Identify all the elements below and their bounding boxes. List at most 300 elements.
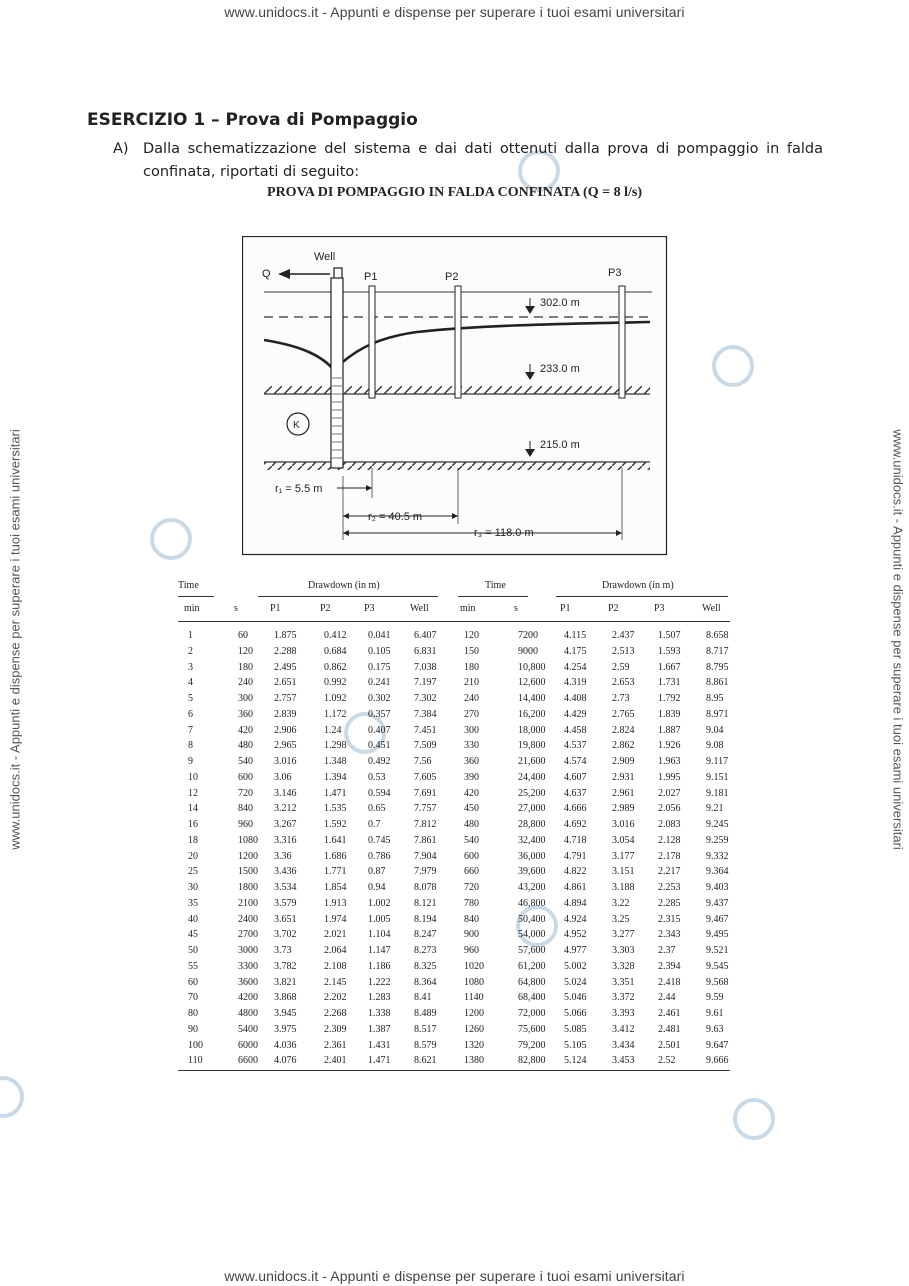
table-cell-p2: 3.351 (612, 976, 635, 988)
table-cell-p1: 3.945 (274, 1008, 297, 1019)
table-cell-min: 450 (464, 803, 479, 815)
table-cell-p3: 0.53 (368, 771, 386, 783)
watermark-logo-icon (516, 905, 558, 947)
table-cell-well: 8.489 (414, 1008, 437, 1019)
table-cell-well: 9.151 (706, 771, 729, 783)
table-cell-p2: 3.328 (612, 960, 635, 972)
table-cell-s: 120 (238, 645, 253, 657)
table-cell-s: 75,600 (518, 1023, 546, 1035)
table-cell-well: 9.666 (706, 1055, 729, 1067)
table-cell-p3: 1.963 (658, 756, 681, 767)
table-cell-s: 3300 (238, 960, 258, 972)
table-cell-min: 330 (464, 740, 479, 752)
table-cell-min: 1 (188, 630, 193, 641)
table-cell-p1: 4.718 (564, 834, 587, 846)
table-cell-p2: 3.412 (612, 1023, 635, 1035)
table-cell-well: 8.658 (706, 630, 729, 641)
table-cell-p2: 1.854 (324, 882, 347, 893)
table-cell-p1: 3.868 (274, 992, 297, 1004)
table-cell-p1: 5.085 (564, 1023, 587, 1035)
table-cell-min: 20 (188, 850, 198, 862)
table-cell-p1: 3.212 (274, 803, 297, 815)
table-cell-s: 4800 (238, 1008, 258, 1019)
table-cell-p2: 3.22 (612, 897, 630, 909)
table-cell-min: 4 (188, 677, 193, 689)
table-cell-well: 9.63 (706, 1023, 724, 1035)
table-cell-p1: 4.458 (564, 724, 587, 736)
table-cell-p2: 2.309 (324, 1023, 347, 1035)
table-cell-min: 110 (188, 1055, 203, 1067)
table-cell-s: 60 (238, 630, 248, 641)
table-cell-well: 9.259 (706, 834, 729, 846)
table-cell-s: 21,600 (518, 756, 546, 767)
table-cell-p3: 0.041 (368, 630, 391, 641)
table-cell-min: 40 (188, 913, 198, 925)
table-cell-well: 8.717 (706, 645, 729, 657)
table-cell-p3: 1.147 (368, 945, 391, 956)
table-cell-s: 36,000 (518, 850, 546, 862)
table-bottom-rule (178, 1070, 730, 1071)
table-cell-s: 6600 (238, 1055, 258, 1067)
table-cell-p3: 1.387 (368, 1023, 391, 1035)
table-cell-p2: 3.177 (612, 850, 635, 862)
table-cell-p2: 3.25 (612, 913, 630, 925)
table-cell-s: 18,000 (518, 724, 546, 736)
table-cell-well: 8.517 (414, 1023, 437, 1035)
table-cell-p1: 4.894 (564, 897, 587, 909)
table-cell-well: 8.795 (706, 661, 729, 673)
table-cell-min: 180 (464, 661, 479, 673)
table-cell-min: 1320 (464, 1039, 484, 1051)
table-cell-s: 3000 (238, 945, 258, 956)
table-cell-p1: 4.952 (564, 929, 587, 941)
table-cell-s: 68,400 (518, 992, 546, 1004)
table-cell-min: 90 (188, 1023, 198, 1035)
table-cell-p3: 2.027 (658, 787, 681, 799)
table-cell-well: 8.325 (414, 960, 437, 972)
watermark-logo-icon (733, 1098, 775, 1140)
table-cell-p3: 1.887 (658, 724, 681, 736)
table-cell-s: 2400 (238, 913, 258, 925)
table-cell-p1: 3.146 (274, 787, 297, 799)
table-cell-well: 9.245 (706, 819, 729, 830)
column-header-p3: P3 (364, 603, 375, 614)
table-cell-min: 18 (188, 834, 198, 846)
table-cell-s: 1200 (238, 850, 258, 862)
table-cell-s: 10,800 (518, 661, 546, 673)
r2-label: r₂ = 40.5 m (368, 511, 423, 523)
column-header-p2: P2 (608, 603, 619, 614)
table-cell-s: 39,600 (518, 866, 546, 878)
table-cell-p1: 5.024 (564, 976, 587, 988)
table-cell-min: 80 (188, 1008, 198, 1019)
table-cell-p1: 3.579 (274, 897, 297, 909)
table-cell-s: 4200 (238, 992, 258, 1004)
table-cell-min: 25 (188, 866, 198, 878)
table-cell-well: 9.08 (706, 740, 724, 752)
left-watermark: www.unidocs.it - Appunti e dispense per superare i tuoi esami universitari (7, 429, 23, 850)
table-cell-p3: 2.37 (658, 945, 676, 956)
table-cell-well: 9.568 (706, 976, 729, 988)
table-cell-p1: 2.651 (274, 677, 297, 689)
table-cell-well: 9.495 (706, 929, 729, 941)
top-watermark: www.unidocs.it - Appunti e dispense per superare i tuoi esami universitari (224, 4, 685, 20)
table-cell-min: 70 (188, 992, 198, 1004)
table-cell-min: 100 (188, 1039, 203, 1051)
watermark-logo-icon (712, 345, 754, 387)
aquifer-diagram (242, 236, 668, 556)
table-cell-s: 46,800 (518, 897, 546, 909)
table-cell-s: 27,000 (518, 803, 546, 815)
table-cell-min: 240 (464, 693, 479, 704)
table-cell-min: 3 (188, 661, 193, 673)
table-cell-p1: 2.495 (274, 661, 297, 673)
table-cell-p2: 2.765 (612, 708, 635, 720)
table-cell-p1: 2.757 (274, 693, 297, 704)
table-cell-p2: 2.653 (612, 677, 635, 689)
table-cell-min: 1140 (464, 992, 484, 1004)
table-cell-p1: 2.906 (274, 724, 297, 736)
table-cell-p2: 1.298 (324, 740, 347, 752)
elevation-302: 302.0 m (540, 297, 580, 309)
time-header-right: Time (485, 580, 506, 591)
table-cell-p2: 3.151 (612, 866, 635, 878)
table-cell-p2: 2.108 (324, 960, 347, 972)
drawdown-header-left: Drawdown (in m) (308, 580, 380, 591)
table-cell-s: 32,400 (518, 834, 546, 846)
table-cell-s: 43,200 (518, 882, 546, 893)
table-cell-min: 16 (188, 819, 198, 830)
table-cell-s: 12,600 (518, 677, 546, 689)
watermark-logo-icon (0, 1076, 24, 1118)
table-cell-p3: 0.786 (368, 850, 391, 862)
table-cell-p1: 3.436 (274, 866, 297, 878)
table-cell-s: 28,800 (518, 819, 546, 830)
table-cell-p1: 4.637 (564, 787, 587, 799)
table-cell-s: 14,400 (518, 693, 546, 704)
table-cell-p2: 2.145 (324, 976, 347, 988)
table-cell-min: 12 (188, 787, 198, 799)
table-cell-p1: 4.666 (564, 803, 587, 815)
table-cell-p3: 0.87 (368, 866, 386, 878)
table-cell-well: 7.197 (414, 677, 437, 689)
table-cell-well: 8.194 (414, 913, 437, 925)
drawdown-header-right: Drawdown (in m) (602, 580, 674, 591)
table-cell-s: 24,400 (518, 771, 546, 783)
table-cell-p1: 2.288 (274, 645, 297, 657)
table-cell-min: 1260 (464, 1023, 484, 1035)
table-cell-p1: 5.046 (564, 992, 587, 1004)
table-cell-p1: 4.036 (274, 1039, 297, 1051)
table-cell-well: 7.56 (414, 756, 432, 767)
table-cell-min: 1020 (464, 960, 484, 972)
table-cell-min: 270 (464, 708, 479, 720)
table-cell-p3: 1.338 (368, 1008, 391, 1019)
table-cell-p1: 5.124 (564, 1055, 587, 1067)
table-cell-min: 960 (464, 945, 479, 956)
table-cell-p1: 3.821 (274, 976, 297, 988)
table-cell-p1: 4.537 (564, 740, 587, 752)
table-cell-min: 420 (464, 787, 479, 799)
column-header-min: min (184, 603, 200, 614)
table-cell-p3: 1.471 (368, 1055, 391, 1067)
table-top-rule (258, 596, 438, 597)
table-cell-min: 840 (464, 913, 479, 925)
table-cell-p2: 3.372 (612, 992, 635, 1004)
right-watermark: www.unidocs.it - Appunti e dispense per superare i tuoi esami universitari (890, 429, 906, 850)
table-top-rule (458, 596, 528, 597)
table-cell-p2: 1.24 (324, 724, 342, 736)
exercise-title: ESERCIZIO 1 – Prova di Pompaggio (87, 110, 418, 130)
table-cell-p1: 4.429 (564, 708, 587, 720)
table-cell-p3: 0.407 (368, 724, 391, 736)
table-cell-p2: 2.73 (612, 693, 630, 704)
table-cell-well: 8.621 (414, 1055, 437, 1067)
table-cell-s: 420 (238, 724, 253, 736)
table-cell-s: 360 (238, 708, 253, 720)
table-cell-p1: 4.574 (564, 756, 587, 767)
table-cell-well: 6.831 (414, 645, 437, 657)
table-cell-p3: 1.431 (368, 1039, 391, 1051)
table-cell-well: 9.04 (706, 724, 724, 736)
table-cell-p2: 3.054 (612, 834, 635, 846)
table-cell-p3: 1.593 (658, 645, 681, 657)
table-cell-p1: 4.254 (564, 661, 587, 673)
table-cell-p1: 4.977 (564, 945, 587, 956)
table-header-rule (178, 621, 730, 622)
table-cell-p3: 1.104 (368, 929, 391, 941)
table-cell-min: 10 (188, 771, 198, 783)
table-cell-s: 600 (238, 771, 253, 783)
table-cell-s: 19,800 (518, 740, 546, 752)
table-cell-p1: 4.319 (564, 677, 587, 689)
table-cell-min: 1200 (464, 1008, 484, 1019)
table-cell-p3: 2.418 (658, 976, 681, 988)
table-cell-min: 900 (464, 929, 479, 941)
table-cell-p3: 0.492 (368, 756, 391, 767)
r1-label: r₁ = 5.5 m (275, 483, 323, 495)
column-header-p3: P3 (654, 603, 665, 614)
table-cell-p1: 4.076 (274, 1055, 297, 1067)
table-cell-p2: 2.989 (612, 803, 635, 815)
table-cell-p2: 2.909 (612, 756, 635, 767)
table-cell-p2: 2.361 (324, 1039, 347, 1051)
table-cell-well: 7.904 (414, 850, 437, 862)
table-cell-p2: 1.974 (324, 913, 347, 925)
table-cell-well: 7.979 (414, 866, 437, 878)
table-cell-p3: 1.222 (368, 976, 391, 988)
table-cell-s: 300 (238, 693, 253, 704)
table-cell-min: 30 (188, 882, 198, 893)
watermark-logo-icon (150, 518, 192, 560)
table-cell-well: 7.861 (414, 834, 437, 846)
table-cell-s: 79,200 (518, 1039, 546, 1051)
table-cell-s: 960 (238, 819, 253, 830)
table-cell-p1: 2.839 (274, 708, 297, 720)
table-cell-s: 180 (238, 661, 253, 673)
table-cell-well: 7.605 (414, 771, 437, 783)
table-cell-s: 2700 (238, 929, 258, 941)
column-header-p1: P1 (270, 603, 281, 614)
table-cell-p3: 1.186 (368, 960, 391, 972)
table-cell-p3: 1.926 (658, 740, 681, 752)
table-cell-well: 7.451 (414, 724, 437, 736)
table-cell-min: 45 (188, 929, 198, 941)
table-cell-s: 3600 (238, 976, 258, 988)
table-cell-p3: 2.178 (658, 850, 681, 862)
table-cell-min: 50 (188, 945, 198, 956)
table-cell-p3: 2.343 (658, 929, 681, 941)
r3-label: r₃ = 118.0 m (474, 527, 534, 539)
table-cell-p3: 1.731 (658, 677, 681, 689)
table-cell-s: 61,200 (518, 960, 546, 972)
table-cell-well: 9.117 (706, 756, 729, 767)
table-cell-well: 7.302 (414, 693, 437, 704)
table-cell-well: 6.407 (414, 630, 437, 641)
table-cell-s: 240 (238, 677, 253, 689)
table-cell-min: 7 (188, 724, 193, 736)
table-cell-s: 1080 (238, 834, 258, 846)
table-cell-p3: 0.105 (368, 645, 391, 657)
table-cell-well: 9.332 (706, 850, 729, 862)
table-cell-p3: 1.507 (658, 630, 681, 641)
table-cell-p1: 3.73 (274, 945, 292, 956)
table-cell-p3: 2.461 (658, 1008, 681, 1019)
table-cell-s: 1800 (238, 882, 258, 893)
table-cell-well: 8.971 (706, 708, 729, 720)
table-cell-well: 7.757 (414, 803, 437, 815)
p3-label: P3 (608, 267, 622, 279)
table-cell-s: 7200 (518, 630, 538, 641)
table-cell-min: 6 (188, 708, 193, 720)
p1-label: P1 (364, 271, 378, 283)
item-label: A) (113, 141, 129, 157)
table-cell-min: 210 (464, 677, 479, 689)
table-cell-p1: 4.408 (564, 693, 587, 704)
table-cell-p3: 2.285 (658, 897, 681, 909)
table-cell-p1: 3.267 (274, 819, 297, 830)
table-cell-p3: 0.594 (368, 787, 391, 799)
table-cell-p3: 0.745 (368, 834, 391, 846)
table-cell-p3: 2.44 (658, 992, 676, 1004)
table-cell-min: 1080 (464, 976, 484, 988)
table-cell-well: 9.59 (706, 992, 724, 1004)
well-label: Well (314, 251, 336, 263)
table-cell-p2: 1.913 (324, 897, 347, 909)
table-cell-well: 9.61 (706, 1008, 724, 1019)
table-cell-s: 57,600 (518, 945, 546, 956)
table-cell-min: 5 (188, 693, 193, 704)
elevation-233: 233.0 m (540, 363, 580, 375)
table-cell-s: 6000 (238, 1039, 258, 1051)
table-cell-p3: 2.083 (658, 819, 681, 830)
table-cell-well: 8.078 (414, 882, 437, 893)
table-cell-p3: 2.253 (658, 882, 681, 893)
table-cell-min: 360 (464, 756, 479, 767)
table-cell-p3: 2.481 (658, 1023, 681, 1035)
table-cell-p3: 1.792 (658, 693, 681, 704)
table-cell-p2: 2.202 (324, 992, 347, 1004)
table-cell-well: 7.384 (414, 708, 437, 720)
table-cell-p3: 1.667 (658, 661, 681, 673)
table-cell-p1: 3.782 (274, 960, 297, 972)
table-cell-s: 72,000 (518, 1008, 546, 1019)
table-cell-s: 540 (238, 756, 253, 767)
table-cell-p2: 2.021 (324, 929, 347, 941)
table-cell-p3: 0.94 (368, 882, 386, 893)
table-cell-s: 5400 (238, 1023, 258, 1035)
table-cell-min: 1380 (464, 1055, 484, 1067)
table-cell-s: 2100 (238, 897, 258, 909)
table-cell-p1: 3.534 (274, 882, 297, 893)
table-cell-well: 8.121 (414, 897, 437, 909)
table-cell-p3: 0.302 (368, 693, 391, 704)
table-cell-well: 7.038 (414, 661, 437, 673)
table-cell-well: 8.364 (414, 976, 437, 988)
table-cell-min: 540 (464, 834, 479, 846)
table-cell-p3: 0.357 (368, 708, 391, 720)
table-cell-min: 300 (464, 724, 479, 736)
table-cell-p1: 4.791 (564, 850, 587, 862)
table-cell-p1: 4.175 (564, 645, 587, 657)
table-cell-p1: 1.875 (274, 630, 297, 641)
table-cell-s: 840 (238, 803, 253, 815)
table-cell-p1: 4.861 (564, 882, 587, 893)
table-cell-p3: 0.7 (368, 819, 381, 830)
table-cell-well: 8.95 (706, 693, 724, 704)
table-cell-p1: 3.702 (274, 929, 297, 941)
table-cell-p3: 1.005 (368, 913, 391, 925)
table-cell-min: 150 (464, 645, 479, 657)
table-cell-p1: 4.822 (564, 866, 587, 878)
table-cell-p2: 3.434 (612, 1039, 635, 1051)
table-cell-p2: 2.268 (324, 1008, 347, 1019)
column-header-p1: P1 (560, 603, 571, 614)
table-cell-p2: 2.513 (612, 645, 635, 657)
column-header-p2: P2 (320, 603, 331, 614)
table-cell-p2: 2.064 (324, 945, 347, 956)
table-cell-p2: 2.961 (612, 787, 635, 799)
table-cell-well: 9.364 (706, 866, 729, 878)
table-cell-p2: 1.641 (324, 834, 347, 846)
elevation-215: 215.0 m (540, 439, 580, 451)
table-cell-well: 7.812 (414, 819, 437, 830)
item-text: Dalla schematizzazione del sistema e dai dati ottenuti dalla prova di pompaggio in falda confinata, riportati di seguito: (143, 141, 823, 180)
table-cell-p1: 4.692 (564, 819, 587, 830)
table-cell-p3: 2.394 (658, 960, 681, 972)
table-cell-well: 9.545 (706, 960, 729, 972)
table-cell-well: 8.861 (706, 677, 729, 689)
table-cell-well: 8.41 (414, 992, 432, 1004)
table-cell-well: 9.521 (706, 945, 729, 956)
table-cell-min: 35 (188, 897, 198, 909)
table-cell-min: 60 (188, 976, 198, 988)
table-cell-s: 9000 (518, 645, 538, 657)
table-cell-p2: 1.172 (324, 708, 347, 720)
table-cell-well: 8.273 (414, 945, 437, 956)
table-cell-p3: 0.241 (368, 677, 391, 689)
table-cell-p1: 3.651 (274, 913, 297, 925)
table-cell-min: 14 (188, 803, 198, 815)
table-cell-min: 9 (188, 756, 193, 767)
table-cell-p2: 1.092 (324, 693, 347, 704)
table-cell-p1: 4.607 (564, 771, 587, 783)
k-label: K (293, 420, 300, 431)
table-top-rule (178, 596, 214, 597)
table-cell-well: 7.691 (414, 787, 437, 799)
table-cell-p3: 1.002 (368, 897, 391, 909)
table-cell-p2: 1.471 (324, 787, 347, 799)
